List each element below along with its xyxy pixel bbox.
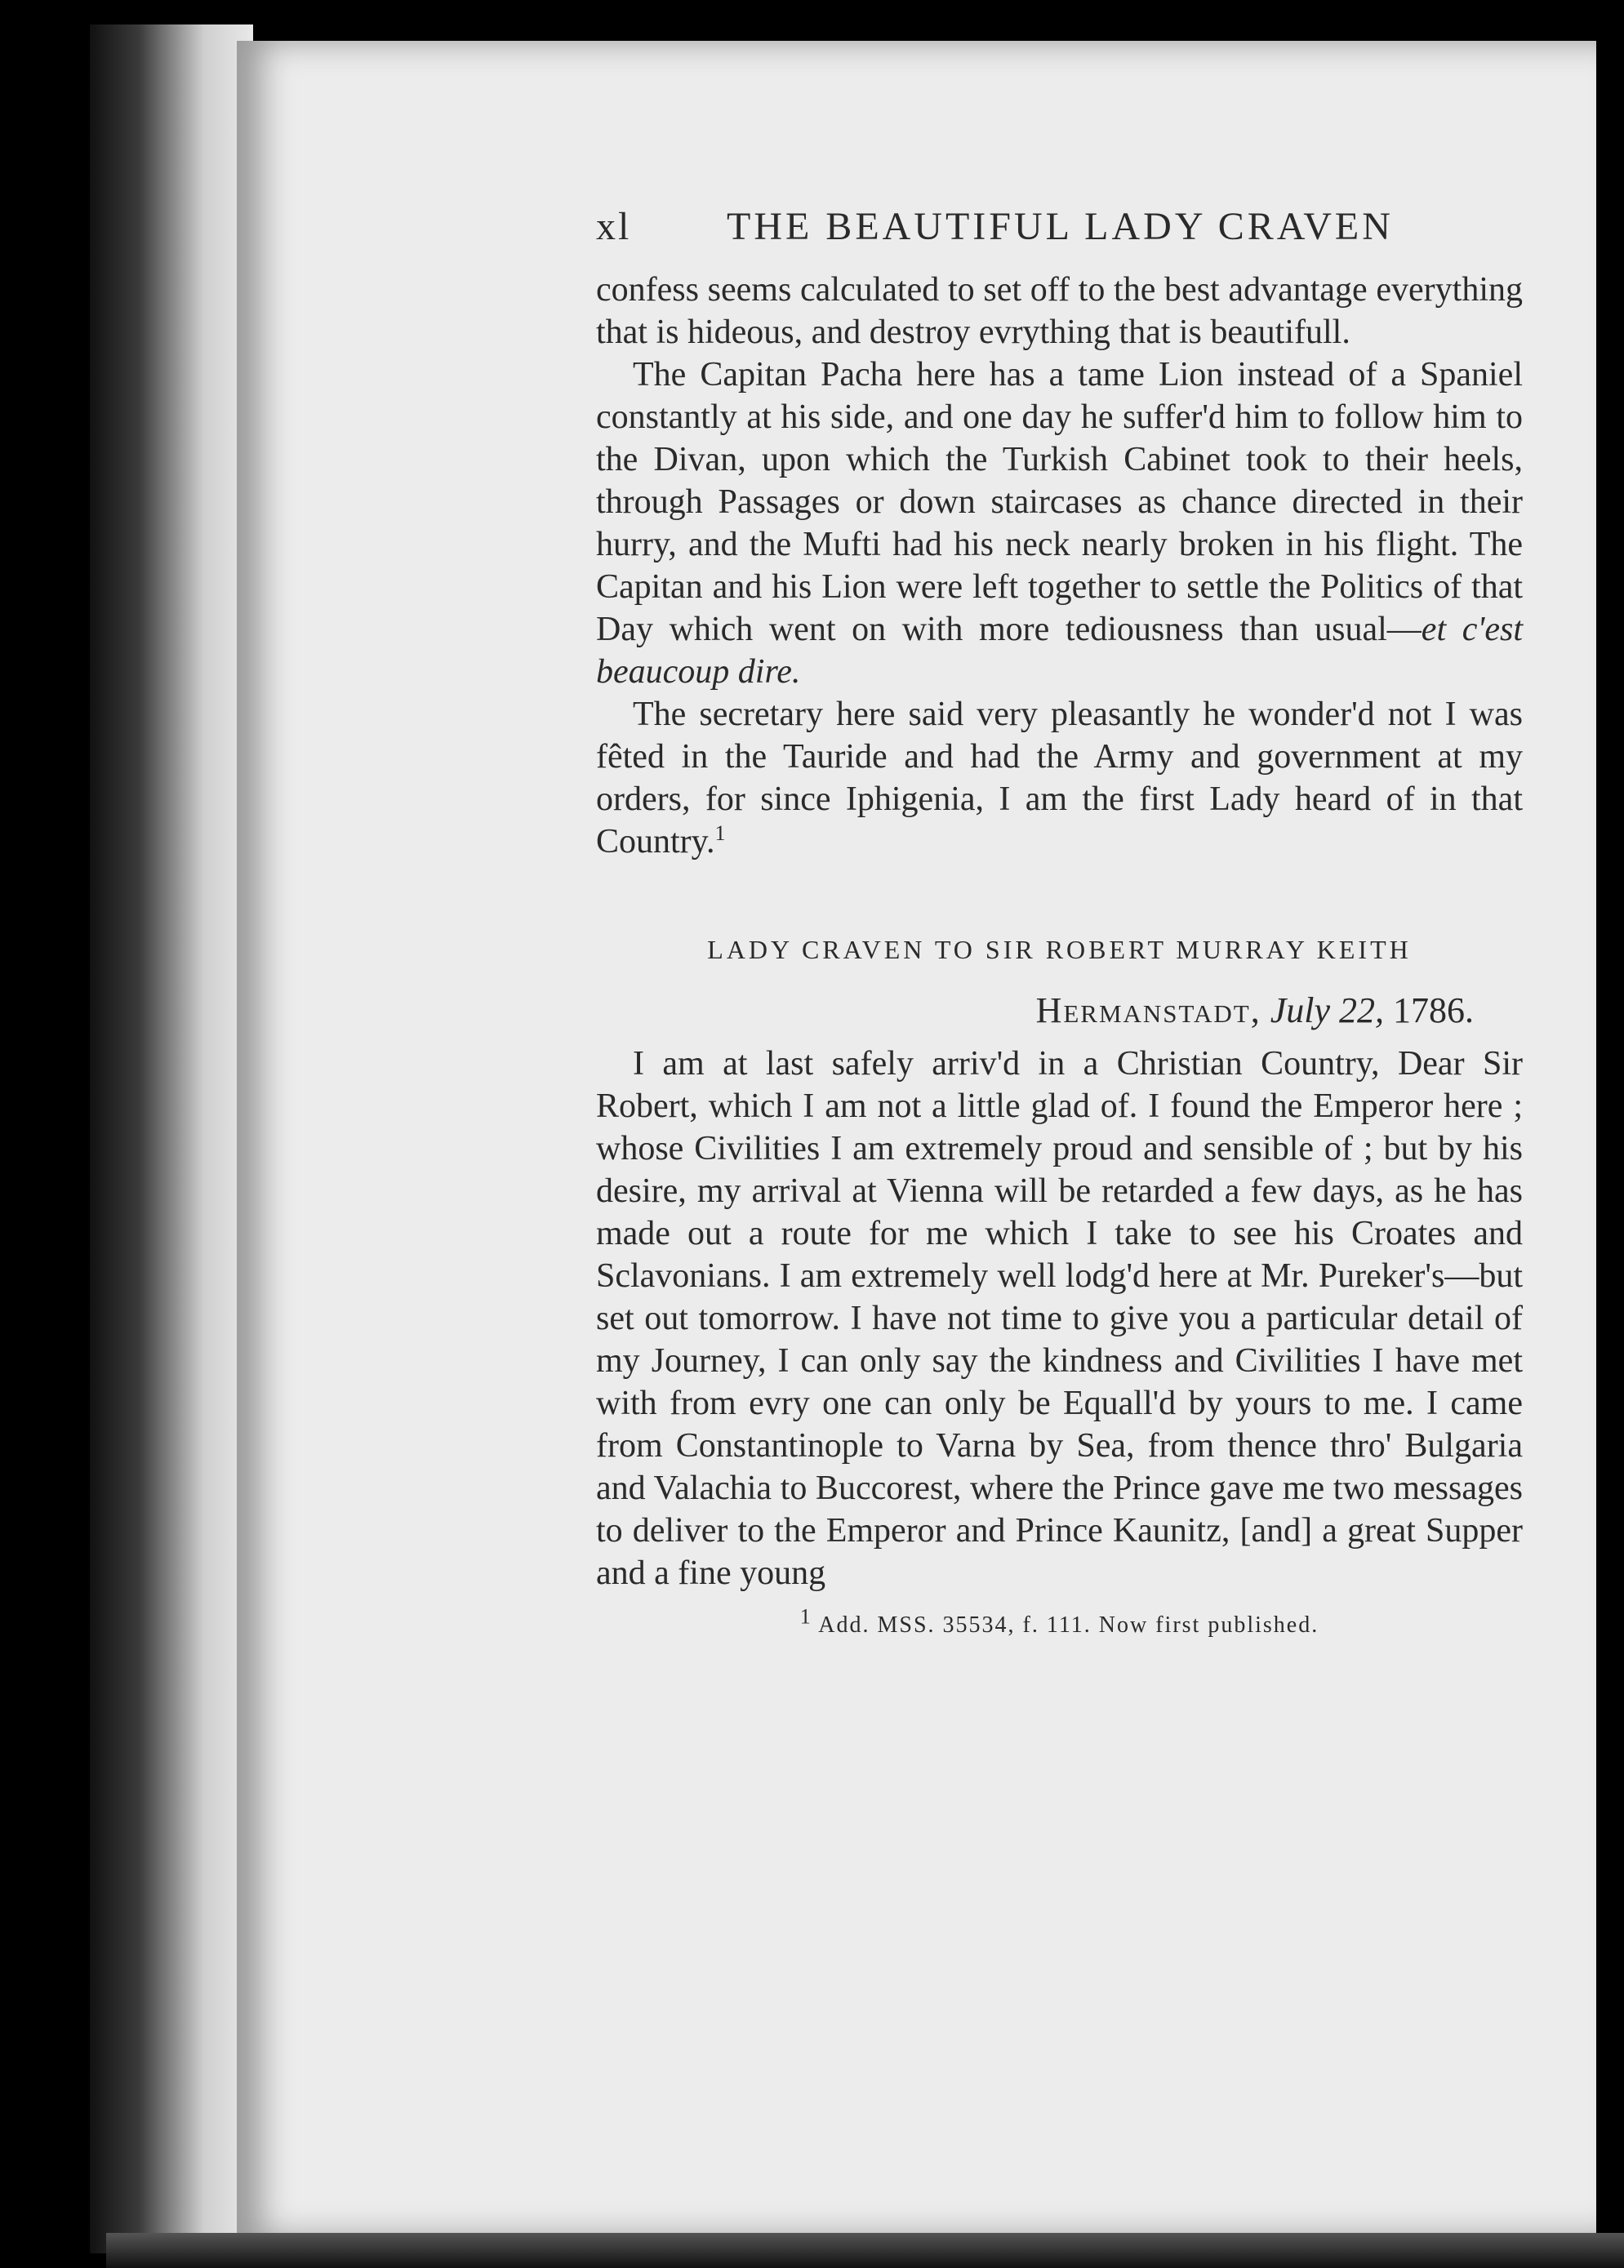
paragraph-3-text: The secretary here said very pleasantly he wonder'd not I was fêted in the Tauride and had the Army and government at my orders, for since Iphigenia, I am the first Lady heard of in that Country. xyxy=(596,696,1523,861)
footnote-text: Add. MSS. 35534, f. 111. Now first published. xyxy=(818,1612,1319,1638)
paragraph-2 xyxy=(596,354,1523,693)
page-right-edge xyxy=(1596,33,1624,2268)
page-content xyxy=(596,204,1523,1639)
letter-heading: LADY CRAVEN TO SIR ROBERT MURRAY KEITH xyxy=(707,935,1412,964)
letter-date: July 22, xyxy=(1270,990,1384,1030)
paragraph-1: confess seems calculated to set off to the best advantage everything that is hideous, and destroy evrything that is beautifull. xyxy=(596,271,1523,351)
letter-body: I am at last safely arriv'd in a Christian Country, Dear Sir Robert, which I am not a little glad of. I found the Emperor here ; whose Civilities I am extremely proud and sensible of ; but by his desire, my arrival at Vienna will be retarded a few days, as he has made out a route for me which I take to see his Croates and Sclavonians. I am extremely well lodg'd here at Mr. Pureker's—but set out tomorrow. I have not time to give you a particular detail of my Journey, I can only say the kindness and Civilities I have met with from evry one can only be Equall'd by yours to me. I came from Constantinople to Varna by Sea, from thence thro' Bulgaria and Valachia to Buccorest, where the Prince gave me two messages to deliver to the Emperor and Prince Kaunitz, [and] a great Supper and a fine young xyxy=(596,1045,1523,1592)
paragraph-3 xyxy=(596,693,1523,863)
paragraph-2-italic: et c'est beaucoup dire. xyxy=(596,611,1524,691)
letter-year: 1786. xyxy=(1393,990,1474,1030)
running-title: THE BEAUTIFUL LADY CRAVEN xyxy=(727,205,1394,248)
book-binding-shadow xyxy=(90,24,253,2253)
page-bottom-edge xyxy=(106,2233,1624,2268)
paragraph-2-text: The Capitan Pacha here has a tame Lion instead of a Spaniel constantly at his side, and one day he suffer'd him to follow him to the Divan, upon which the Turkish Cabinet took to their heels, through Passages or down staircases as chance directed in their hurry, and the Mufti had his neck nearly broken in his flight. The Capitan and his Lion were left together to settle the Politics of that Day which went on with more tediousness than usual— xyxy=(596,356,1523,648)
footnote xyxy=(596,1604,1523,1639)
footnote-mark: 1 xyxy=(799,1604,812,1629)
footnote-reference: 1 xyxy=(714,821,726,845)
running-head xyxy=(596,204,1523,249)
page-number: xl xyxy=(596,205,632,248)
letter-place: Hermanstadt, xyxy=(1035,990,1261,1030)
letter-dateline xyxy=(596,989,1523,1031)
